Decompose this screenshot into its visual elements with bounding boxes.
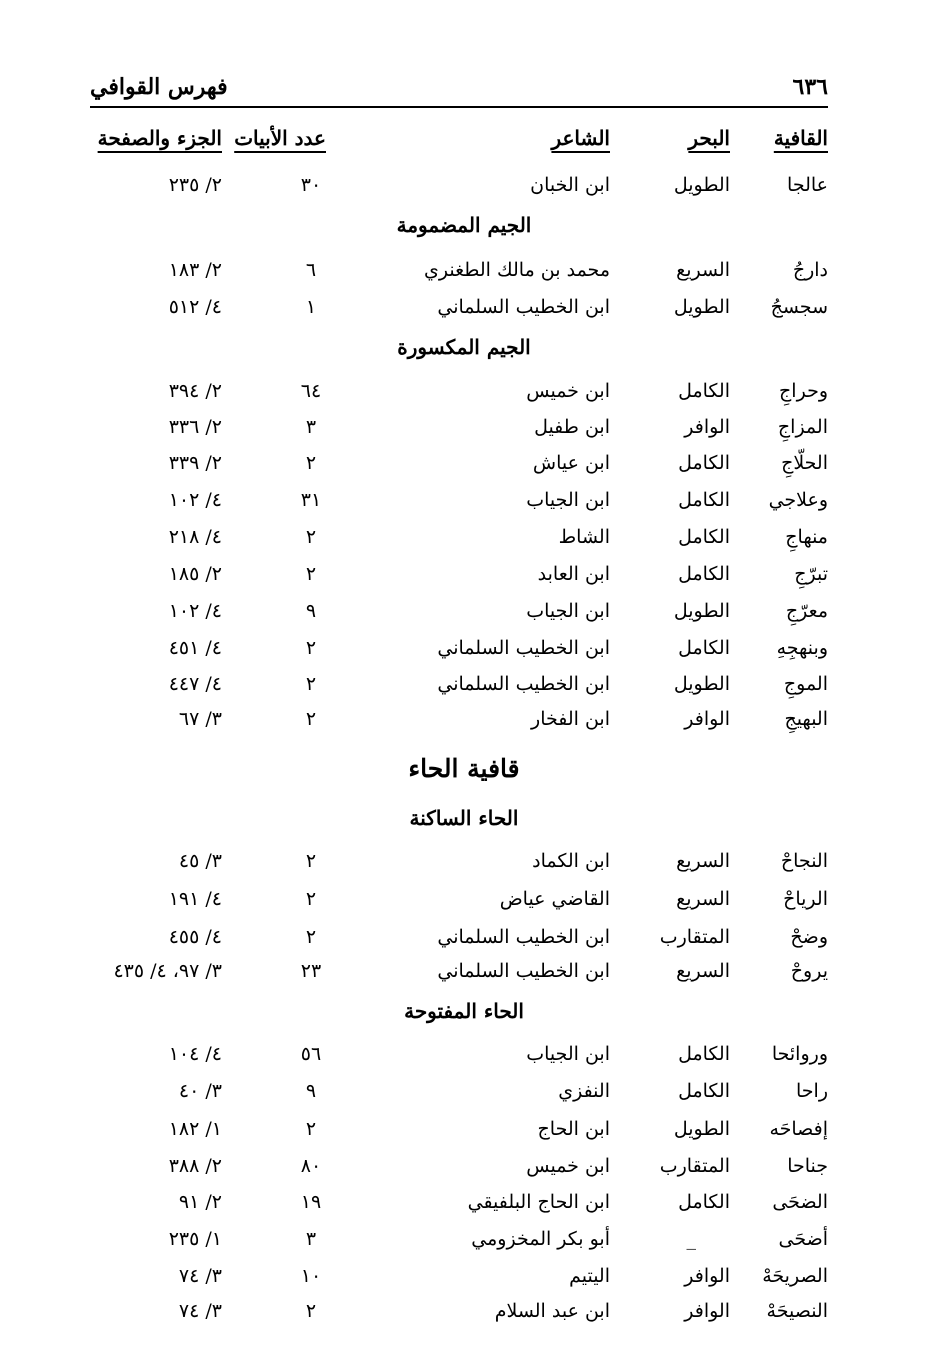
meter-cell: السريع <box>676 888 730 910</box>
rhyme-cell: الموجِ <box>783 673 828 695</box>
table-row <box>0 448 928 478</box>
verses-cell: ٢ <box>305 452 317 474</box>
table-row <box>0 1151 928 1181</box>
ref-cell: ٢/ ٣٣٩ <box>168 452 222 474</box>
rhyme-cell: وروائحا <box>771 1043 828 1065</box>
rhyme-cell: وحراجِ <box>779 380 828 402</box>
rhyme-cell: منهاجِ <box>785 526 828 548</box>
rhyme-cell: تبرّجِ <box>794 563 828 585</box>
meter-cell: الكامل <box>678 637 730 659</box>
meter-cell: الكامل <box>678 1080 730 1102</box>
table-row <box>0 922 928 952</box>
table-row <box>0 1039 928 1069</box>
verses-cell: ٣١ <box>300 489 322 511</box>
ref-cell: ٣/ ٧٤ <box>178 1265 222 1287</box>
meter-cell: السريع <box>676 960 730 982</box>
verses-cell: ٢ <box>305 1118 317 1140</box>
table-row <box>0 292 928 322</box>
subhead-jim-mudmuma: الجيم المضمومة <box>396 213 532 237</box>
rhyme-cell: الصريحَهْ <box>762 1265 828 1287</box>
table-row <box>0 596 928 626</box>
meter-cell: الكامل <box>678 526 730 548</box>
rhyme-cell: الحلّاجِ <box>781 452 828 474</box>
rhyme-cell: عالجا <box>787 174 828 196</box>
subhead-ha-maftuha: الحاء المفتوحة <box>404 999 524 1023</box>
poet-cell: أبو بكر المخزومي <box>471 1228 610 1250</box>
poet-cell: ابن الخطيب السلماني <box>437 926 610 948</box>
rhyme-cell: يروحْ <box>790 960 828 982</box>
verses-cell: ٢ <box>305 1300 317 1322</box>
table-row <box>0 669 928 699</box>
col-poet-header: الشاعر <box>551 126 610 150</box>
col-rhyme-header: القافية <box>773 126 828 150</box>
rhyme-cell: سجسجُ <box>770 296 828 318</box>
table-row <box>0 1187 928 1217</box>
verses-cell: ٢ <box>305 526 317 548</box>
rhyme-cell: أضحَى <box>778 1228 828 1250</box>
verses-cell: ٦٤ <box>300 380 322 402</box>
poet-cell: ابن الخطيب السلماني <box>437 960 610 982</box>
poet-cell: اليتيم <box>569 1265 610 1287</box>
meter-cell: الطويل <box>673 673 730 695</box>
verses-cell: ٢ <box>305 563 317 585</box>
page-header <box>90 74 828 108</box>
meter-cell: السريع <box>676 850 730 872</box>
meter-cell: الوافر <box>684 1265 730 1287</box>
verses-cell: ٢ <box>305 888 317 910</box>
ref-cell: ٤/ ٤٥١ <box>168 637 222 659</box>
verses-cell: ٥٦ <box>300 1043 322 1065</box>
poet-cell: ابن الفخار <box>531 708 610 730</box>
ref-cell: ٤/ ٥١٢ <box>168 296 222 318</box>
table-row <box>0 1224 928 1254</box>
ref-cell: ٣/ ٤٥ <box>178 850 222 872</box>
meter-cell: الطويل <box>673 600 730 622</box>
rhyme-cell: دارجُ <box>792 259 828 281</box>
rhyme-cell: البهيجِ <box>784 708 828 730</box>
table-row <box>0 485 928 515</box>
poet-cell: النفزي <box>558 1080 610 1102</box>
poet-cell: ابن الخطيب السلماني <box>437 637 610 659</box>
table-row <box>0 1114 928 1144</box>
section-title-ha: قافية الحاء <box>408 754 520 783</box>
verses-cell: ٢ <box>305 926 317 948</box>
poet-cell: ابن طفيل <box>534 416 610 438</box>
running-title: فهرس القوافي <box>90 74 228 100</box>
verses-cell: ٢ <box>305 708 317 730</box>
col-ref-header: الجزء والصفحة <box>97 126 222 150</box>
verses-cell: ٢ <box>305 850 317 872</box>
ref-cell: ٤/ ١٠٢ <box>168 489 222 511</box>
meter-cell: الوافر <box>684 416 730 438</box>
ref-cell: ٤/ ٤٥٥ <box>168 926 222 948</box>
verses-cell: ٣ <box>305 416 317 438</box>
verses-cell: ٢ <box>305 637 317 659</box>
table-row <box>0 846 928 876</box>
poet-cell: ابن عبد السلام <box>494 1300 610 1322</box>
meter-cell: الطويل <box>673 296 730 318</box>
meter-cell: الكامل <box>678 489 730 511</box>
meter-cell: الكامل <box>678 1043 730 1065</box>
table-row <box>0 633 928 663</box>
verses-cell: ١٠ <box>300 1265 322 1287</box>
table-row <box>0 704 928 734</box>
ref-cell: ٢/ ٢٣٥ <box>168 174 222 196</box>
poet-cell: ابن الحاج <box>537 1118 610 1140</box>
poet-cell: ابن الكماد <box>532 850 610 872</box>
subhead-ha-sakina: الحاء الساكنة <box>409 806 519 830</box>
table-row <box>0 884 928 914</box>
ref-cell: ٢/ ١٨٥ <box>168 563 222 585</box>
verses-cell: ٨٠ <box>300 1155 322 1177</box>
ref-cell: ٤/ ١٠٤ <box>168 1043 222 1065</box>
table-row <box>0 255 928 285</box>
ref-cell: ٢/ ٣٩٤ <box>168 380 222 402</box>
table-row <box>0 1296 928 1326</box>
ref-cell: ٢/ ٣٣٦ <box>168 416 222 438</box>
verses-cell: ٩ <box>305 600 317 622</box>
poet-cell: ابن الخبان <box>530 174 610 196</box>
rhyme-cell: الرياحْ <box>783 888 828 910</box>
meter-cell: الوافر <box>684 708 730 730</box>
col-verses-header: عدد الأبيات <box>234 126 326 150</box>
poet-cell: ابن الخطيب السلماني <box>437 296 610 318</box>
poet-cell: ابن الجياب <box>526 600 610 622</box>
verses-cell: ٦ <box>305 259 317 281</box>
poet-cell: الشاط <box>558 526 610 548</box>
rhyme-cell: النجاحْ <box>780 850 828 872</box>
table-row <box>0 956 928 986</box>
poet-cell: ابن الحاج البلفيقي <box>467 1191 610 1213</box>
page-number: ٦٣٦ <box>792 74 828 100</box>
table-row <box>0 170 928 200</box>
table-row <box>0 1076 928 1106</box>
verses-cell: ٣٠ <box>300 174 322 196</box>
verses-cell: ١ <box>305 296 317 318</box>
meter-cell: _ <box>686 1228 696 1250</box>
poet-cell: ابن خميس <box>526 1155 610 1177</box>
verses-cell: ٢ <box>305 673 317 695</box>
poet-cell: محمد بن مالك الطغنري <box>424 259 610 281</box>
meter-cell: السريع <box>676 259 730 281</box>
rhyme-cell: المزاجِ <box>777 416 828 438</box>
meter-cell: المتقارب <box>659 1155 730 1177</box>
table-row <box>0 412 928 442</box>
meter-cell: الكامل <box>678 380 730 402</box>
ref-cell: ٣/ ٧٤ <box>178 1300 222 1322</box>
table-row <box>0 522 928 552</box>
poet-cell: ابن الجياب <box>526 1043 610 1065</box>
table-row <box>0 559 928 589</box>
meter-cell: المتقارب <box>659 926 730 948</box>
rhyme-cell: جناحا <box>787 1155 828 1177</box>
ref-cell: ٤/ ٤٤٧ <box>168 673 222 695</box>
rhyme-cell: الضحَى <box>772 1191 828 1213</box>
meter-cell: الكامل <box>678 1191 730 1213</box>
meter-cell: الطويل <box>673 174 730 196</box>
poet-cell: ابن عياش <box>532 452 610 474</box>
meter-cell: الكامل <box>678 563 730 585</box>
table-row <box>0 1261 928 1291</box>
rhyme-cell: وضحْ <box>790 926 828 948</box>
ref-cell: ٣/ ٦٧ <box>178 708 222 730</box>
poet-cell: ابن الخطيب السلماني <box>437 673 610 695</box>
col-meter-header: البحر <box>688 126 730 150</box>
verses-cell: ١٩ <box>300 1191 322 1213</box>
ref-cell: ٤/ ١٩١ <box>168 888 222 910</box>
ref-cell: ١/ ٢٣٥ <box>168 1228 222 1250</box>
ref-cell: ٢/ ٣٨٨ <box>168 1155 222 1177</box>
rhyme-cell: وبنهجِهِ <box>776 637 828 659</box>
poet-cell: ابن الجياب <box>526 489 610 511</box>
poet-cell: القاضي عياض <box>499 888 610 910</box>
ref-cell: ٣/ ٤٠ <box>178 1080 222 1102</box>
table-row <box>0 376 928 406</box>
meter-cell: الطويل <box>673 1118 730 1140</box>
rhyme-cell: إفصاحَه <box>769 1118 828 1140</box>
meter-cell: الكامل <box>678 452 730 474</box>
rhyme-cell: معرّجِ <box>785 600 828 622</box>
meter-cell: الوافر <box>684 1300 730 1322</box>
ref-cell: ٢/ ٩١ <box>178 1191 222 1213</box>
verses-cell: ٢٣ <box>300 960 322 982</box>
ref-cell: ١/ ١٨٢ <box>168 1118 222 1140</box>
verses-cell: ٣ <box>305 1228 317 1250</box>
rhyme-cell: النصيحَهْ <box>766 1300 828 1322</box>
subhead-jim-maksura: الجيم المكسورة <box>397 335 531 359</box>
poet-cell: ابن العابد <box>537 563 610 585</box>
ref-cell: ٢/ ١٨٣ <box>168 259 222 281</box>
ref-cell: ٣/ ٩٧، ٤/ ٤٣٥ <box>113 960 222 982</box>
rhyme-cell: راحا <box>796 1080 828 1102</box>
ref-cell: ٤/ ٢١٨ <box>168 526 222 548</box>
rhyme-cell: وعلاجي <box>768 489 828 511</box>
verses-cell: ٩ <box>305 1080 317 1102</box>
poet-cell: ابن خميس <box>526 380 610 402</box>
ref-cell: ٤/ ١٠٢ <box>168 600 222 622</box>
